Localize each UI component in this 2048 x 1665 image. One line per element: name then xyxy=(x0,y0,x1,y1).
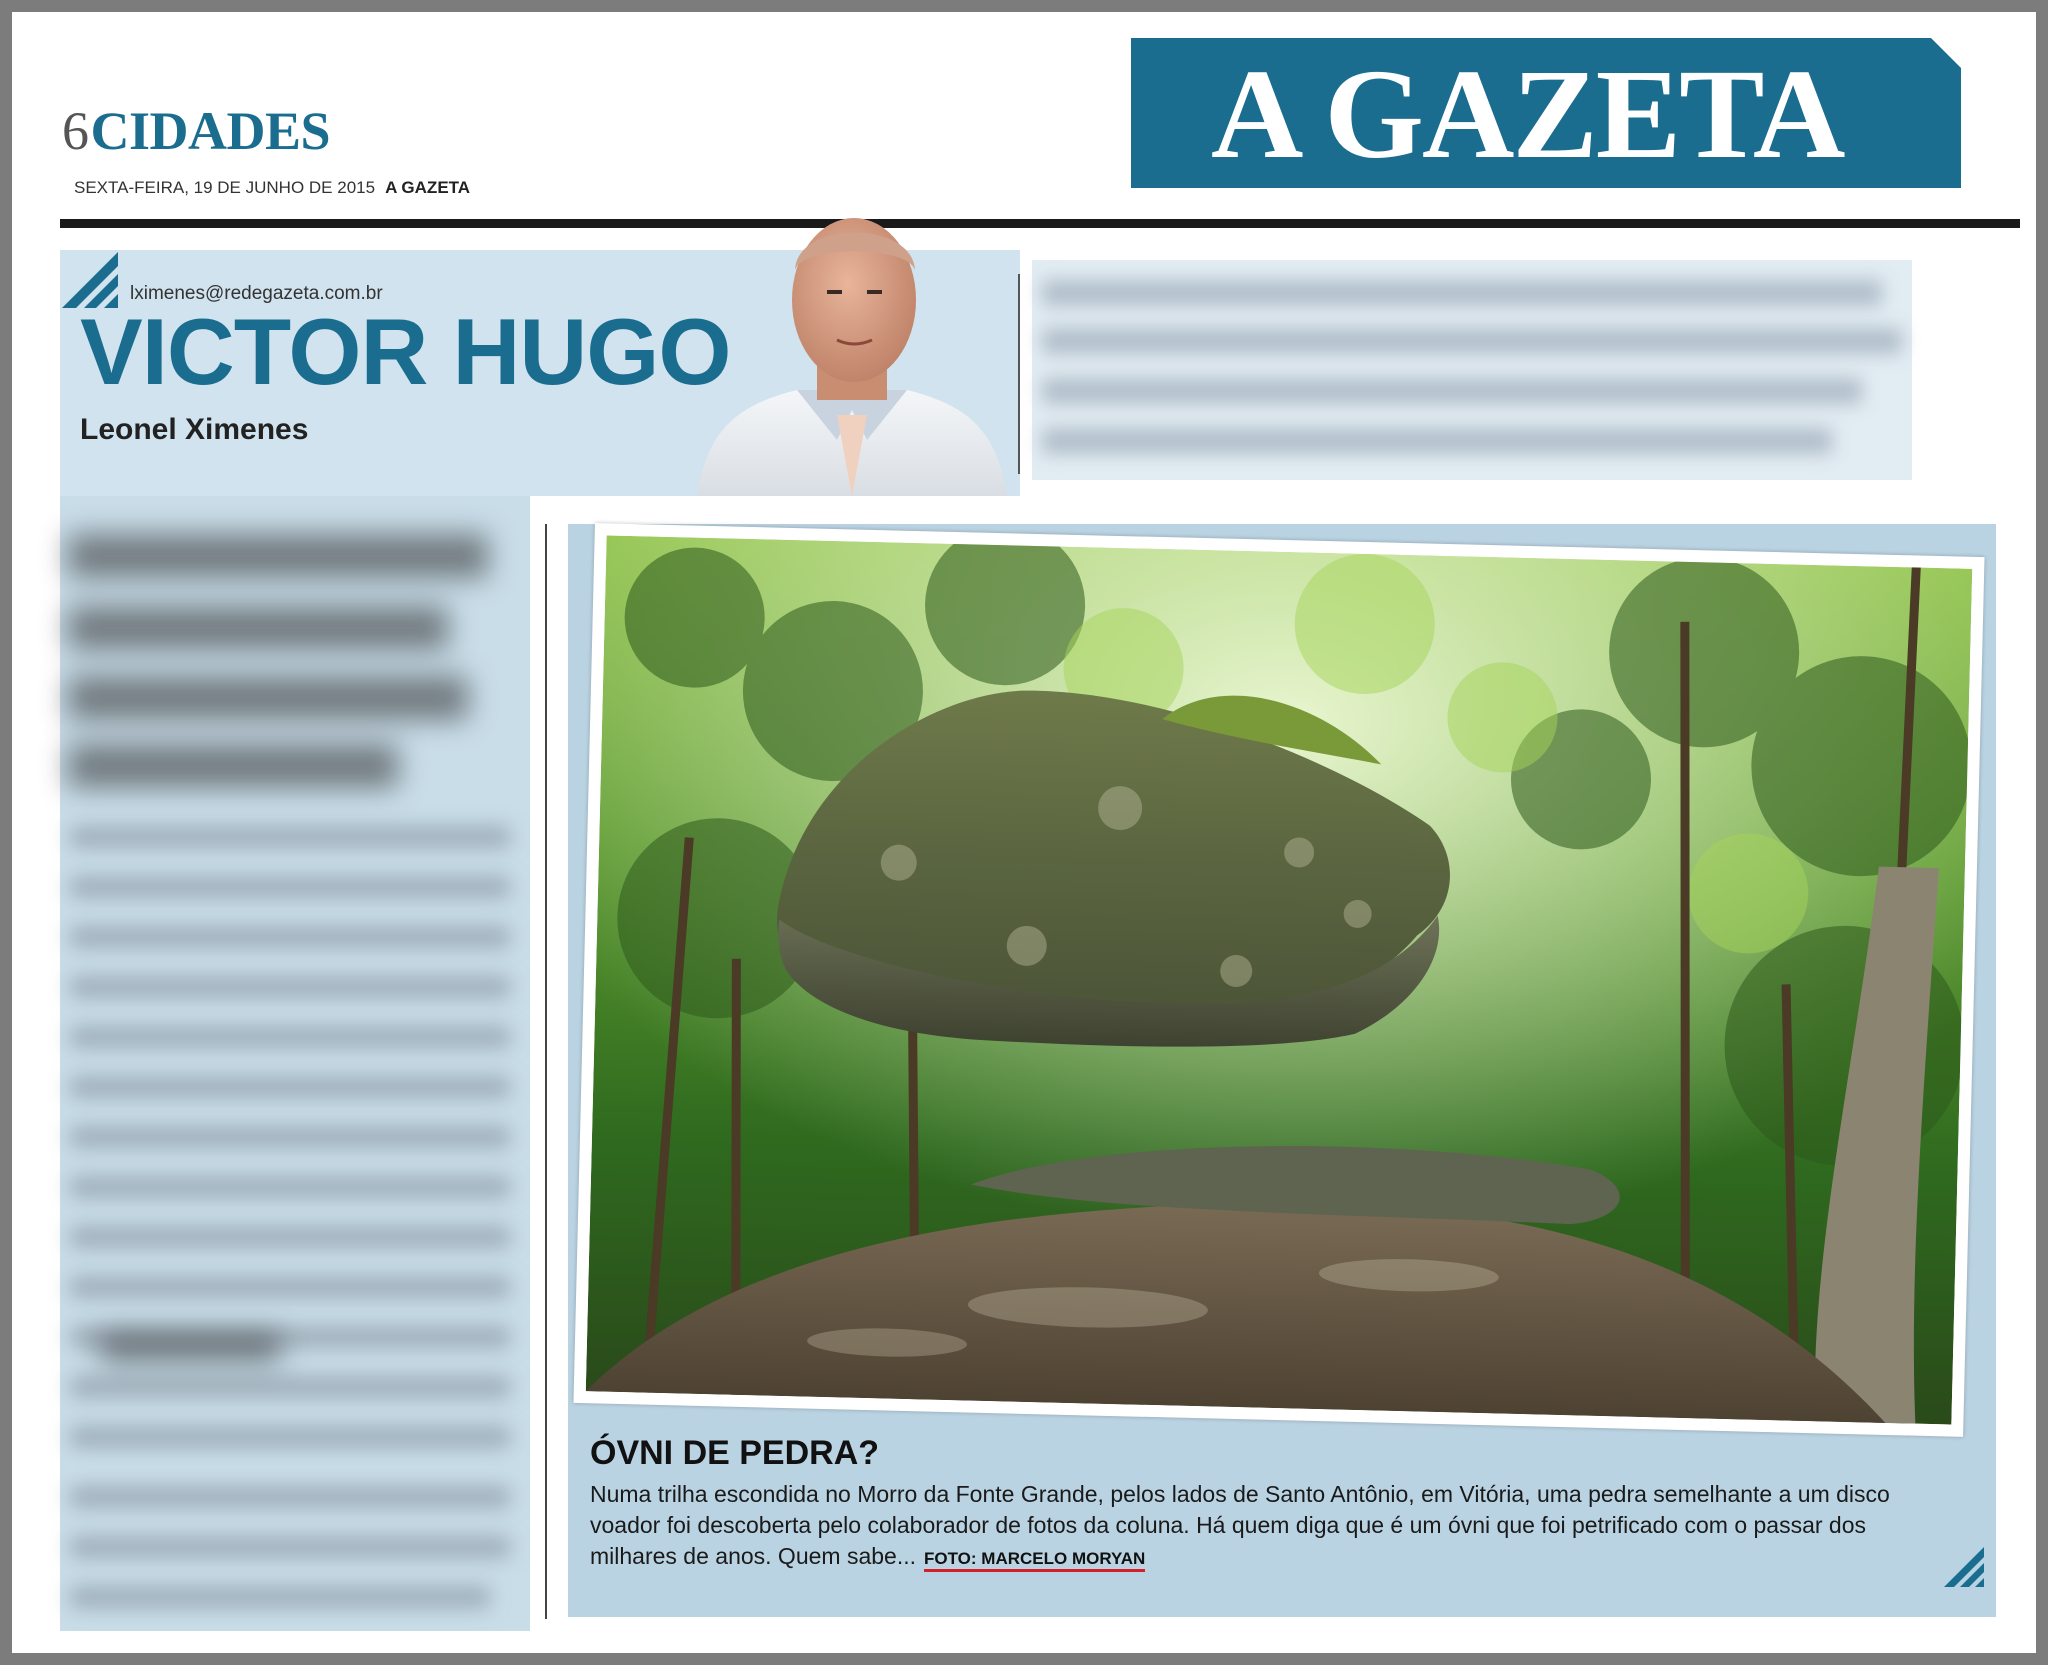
page-number: 6 xyxy=(62,101,89,161)
blurred-line xyxy=(70,1176,510,1198)
page-fold-corner xyxy=(1931,38,1961,68)
boulder-photo xyxy=(586,535,1973,1424)
photo-frame xyxy=(573,523,1984,1437)
paper-name: A GAZETA xyxy=(385,178,471,197)
column-title: VICTOR HUGO xyxy=(80,299,731,404)
blurred-subhead xyxy=(100,1334,280,1362)
blurred-line xyxy=(1042,280,1882,306)
header-divider xyxy=(1018,274,1020,474)
blurred-line xyxy=(70,1376,510,1398)
blurred-line xyxy=(70,926,510,948)
publication-date: SEXTA-FEIRA, 19 DE JUNHO DE 2015 xyxy=(74,178,376,197)
blurred-line xyxy=(70,1076,510,1098)
blurred-line xyxy=(70,876,510,898)
blurred-line xyxy=(70,1536,510,1558)
blurred-left-column xyxy=(60,496,530,1631)
column-email: lximenes@redegazeta.com.br xyxy=(130,283,383,304)
dateline xyxy=(74,178,470,198)
photo-credit: FOTO: MARCELO MORYAN xyxy=(924,1549,1145,1572)
section-name: CIDADES xyxy=(90,101,331,161)
corner-stripes-icon xyxy=(1944,1547,1984,1587)
blurred-line xyxy=(1042,378,1862,404)
blurred-headline xyxy=(68,676,468,720)
column-divider xyxy=(545,524,547,1619)
blurred-line xyxy=(70,1586,490,1608)
blurred-line xyxy=(70,976,510,998)
section-header xyxy=(62,101,331,161)
photo-story-caption xyxy=(590,1479,1940,1574)
column-author: Leonel Ximenes xyxy=(80,413,309,446)
blurred-line xyxy=(70,1226,510,1248)
blurred-line xyxy=(70,1026,510,1048)
blurred-line xyxy=(70,1486,510,1508)
blurred-headline xyxy=(68,534,488,578)
blurred-headline xyxy=(68,606,448,650)
photo-story-body: Numa trilha escondida no Morro da Fonte Grande, pelos lados de Santo Antônio, em Vitória, uma pedra semelhante a um disco voador foi descoberta pelo colaborador de fotos da coluna. Há quem diga que é um óvni que foi petrificado com o passar dos milhares de anos. Quem sabe... xyxy=(590,1481,1890,1569)
header-rule xyxy=(60,219,2020,228)
blurred-line xyxy=(70,1276,510,1298)
columnist-portrait xyxy=(677,200,1022,496)
blurred-teaser xyxy=(1032,260,1912,480)
masthead-logo xyxy=(1131,38,1961,188)
blurred-headline xyxy=(68,744,398,788)
blurred-line xyxy=(70,1426,510,1448)
blurred-line xyxy=(70,1126,510,1148)
blurred-line xyxy=(70,826,510,848)
masthead-logo-text: A GAZETA xyxy=(1211,43,1844,185)
blurred-line xyxy=(1042,328,1902,354)
blurred-line xyxy=(1042,428,1832,454)
photo-story-title: ÓVNI DE PEDRA? xyxy=(590,1434,880,1472)
